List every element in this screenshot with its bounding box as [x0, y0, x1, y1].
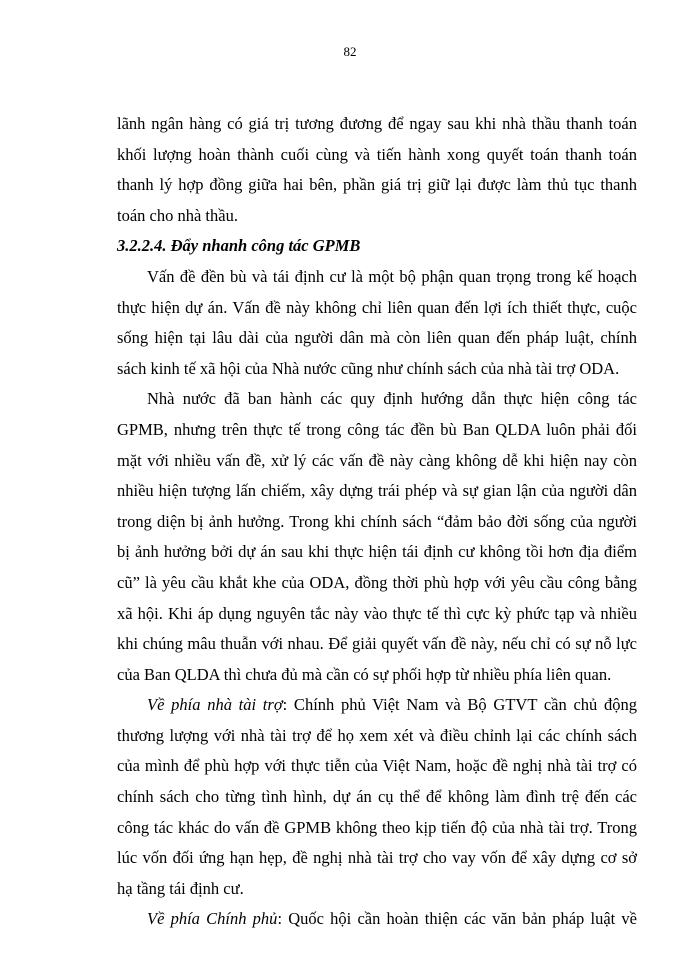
paragraph-5-line-1-text: : Quốc hội cần hoàn thiện các văn bản pháp luật về — [277, 909, 637, 929]
paragraph-3-line-2: GPMB, nhưng trên thực tế trong công tác đền bù Ban QLDA luôn phải đối — [117, 419, 637, 439]
paragraph-3-line-9: khi chúng mâu thuẫn với nhau. Để giải quyết vấn đề này, nếu chỉ có sự nỗ lực — [117, 634, 637, 654]
paragraph-2-line-2: thực hiện dự án. Vấn đề này không chỉ liên quan đến lợi ích thiết thực, cuộc — [117, 297, 637, 317]
paragraph-1-line-4: toán cho nhà thầu. — [117, 205, 238, 225]
section-heading: 3.2.2.4. Đẩy nhanh công tác GPMB — [117, 236, 361, 256]
paragraph-4-line-4: chính sách cho từng tình hình, dự án cụ thể để không làm đình trệ đến các — [117, 787, 637, 807]
paragraph-4-line-3: của mình để phù hợp với thực tiễn của Việt Nam, hoặc đề nghị nhà tài trợ có — [117, 756, 637, 776]
paragraph-1-line-2: khối lượng hoàn thành cuối cùng và tiến hành xong quyết toán thanh toán — [117, 144, 637, 164]
paragraph-3-line-10: của Ban QLDA thì chưa đủ mà cần có sự phối hợp từ nhiều phía liên quan. — [117, 664, 612, 684]
paragraph-4-line-2: thương lượng với nhà tài trợ để họ xem xét và điều chỉnh lại các chính sách — [117, 725, 637, 745]
page-body — [117, 109, 637, 935]
paragraph-3-line-3: mặt với nhiều vấn đề, xử lý các vấn đề này càng không dễ khi hiện nay còn — [117, 450, 637, 470]
paragraph-2-line-1: Vấn đề đền bù và tái định cư là một bộ phận quan trọng trong kế hoạch — [147, 266, 637, 286]
paragraph-3-line-1: Nhà nước đã ban hành các quy định hướng dẫn thực hiện công tác — [147, 389, 637, 409]
paragraph-5-lead: Về phía Chính phủ — [147, 909, 278, 929]
paragraph-4-line-1-text: : Chính phủ Việt Nam và Bộ GTVT cần chủ động — [282, 695, 637, 715]
paragraph-2-line-3: sống hiện tại lâu dài của người dân mà còn liên quan đến pháp luật, chính — [117, 328, 637, 348]
paragraph-5-line-1 — [117, 904, 637, 935]
paragraph-4-line-7: hạ tầng tái định cư. — [117, 878, 244, 898]
paragraph-4-line-5: công tác khác do vấn đề GPMB không theo kịp tiến độ của nhà tài trợ. Trong — [117, 817, 637, 837]
paragraph-4-line-6: lúc vốn đối ứng hạn hẹp, đề nghị nhà tài trợ cho vay vốn để xây dựng cơ sở — [117, 848, 637, 868]
paragraph-2-line-4: sách kinh tế xã hội của Nhà nước cũng như chính sách của nhà tài trợ ODA. — [117, 358, 620, 378]
paragraph-4-line-1 — [117, 690, 637, 721]
paragraph-3-line-4: nhiều hiện tượng lấn chiếm, xây dựng trái phép và sự gian lận của người dân — [117, 481, 637, 501]
paragraph-3-line-8: xã hội. Khi áp dụng nguyên tắc này vào thực tế thì cực kỳ phức tạp và nhiều — [117, 603, 637, 623]
paragraph-4-lead: Về phía nhà tài trợ — [147, 695, 283, 715]
page-number: 82 — [343, 44, 357, 59]
paragraph-1-line-3: thanh lý hợp đồng giữa hai bên, phần giá trị giữ lại được làm thủ tục thanh — [117, 175, 637, 195]
paragraph-3-line-7: cũ” là yêu cầu khắt khe của ODA, đồng thời phù hợp với yêu cầu công bằng — [117, 572, 637, 592]
paragraph-3-line-6: bị ảnh hưởng bởi dự án sau khi thực hiện tái định cư không tồi hơn địa điểm — [117, 542, 637, 562]
paragraph-1-line-1: lãnh ngân hàng có giá trị tương đương để ngay sau khi nhà thầu thanh toán — [117, 114, 637, 133]
paragraph-3-line-5: trong diện bị ảnh hưởng. Trong khi chính sách “đảm bảo đời sống của người — [117, 511, 637, 531]
